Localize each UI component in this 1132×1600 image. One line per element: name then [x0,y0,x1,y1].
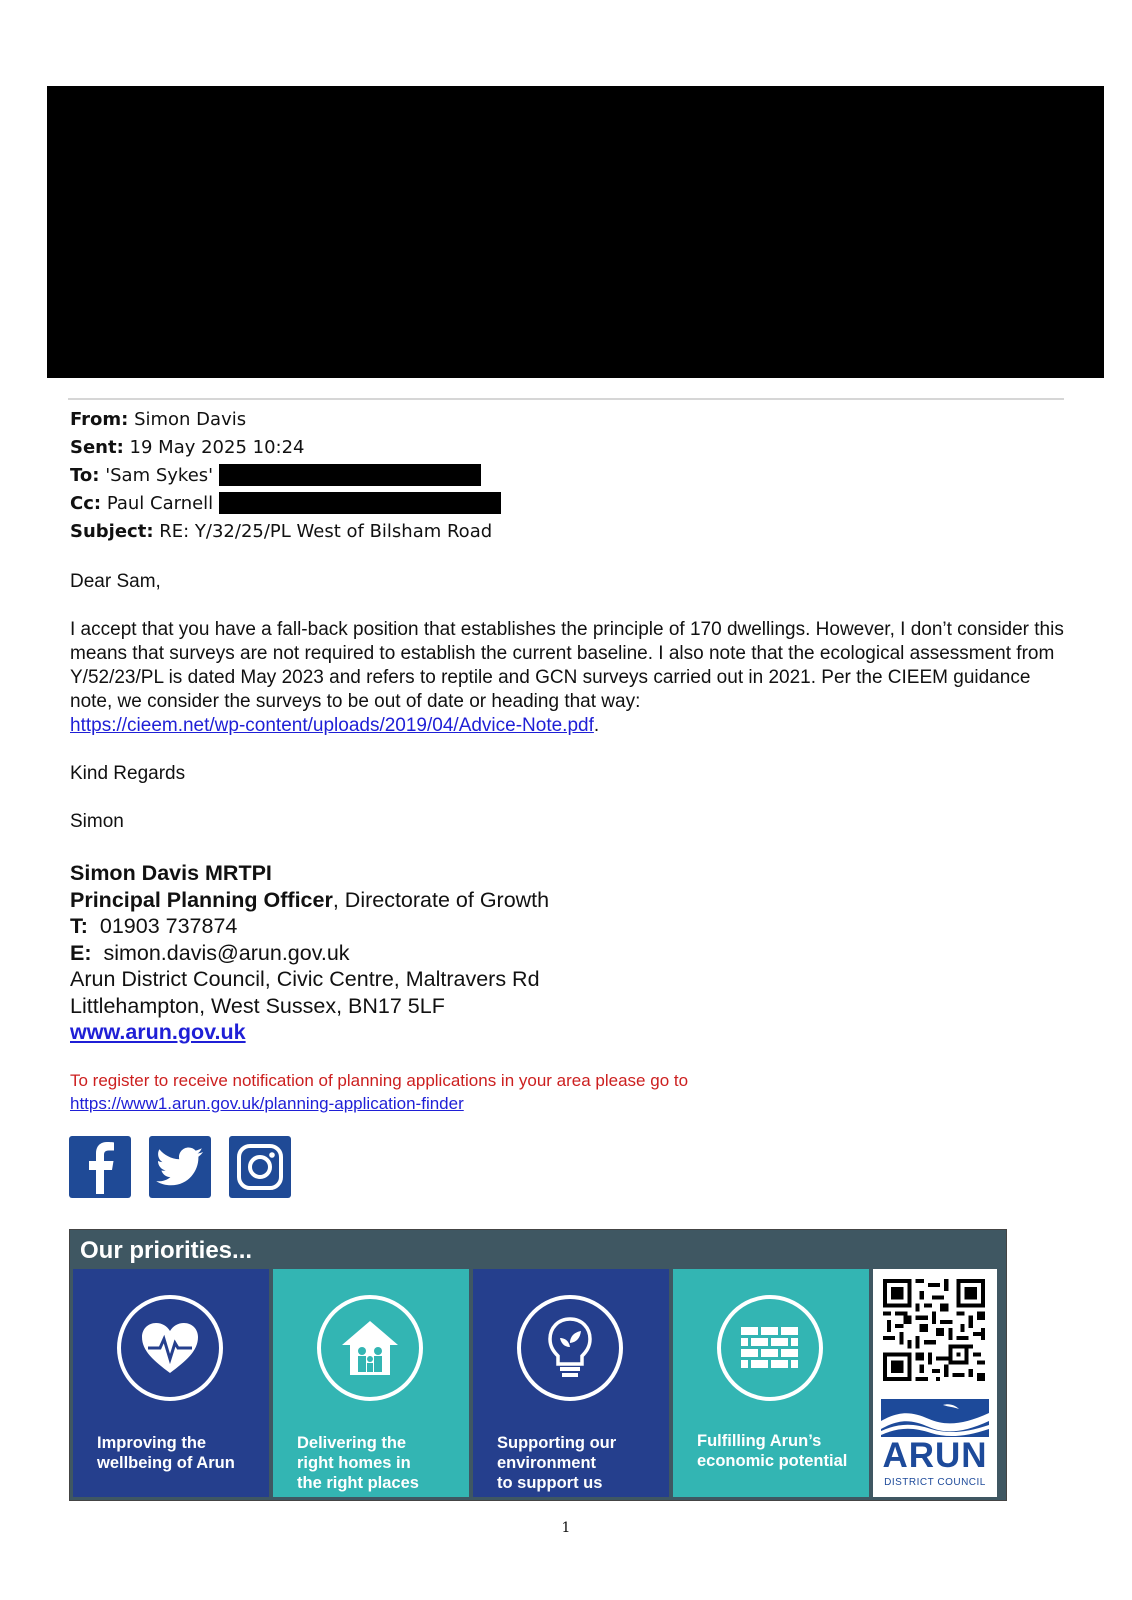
page-number: 1 [561,1520,571,1536]
house-family-icon [317,1295,423,1401]
signature-phone: 01903 737874 [99,914,238,938]
email-header [70,406,501,546]
cc-row: Cc: Paul Carnell [70,490,501,518]
to-value: 'Sam Sykes' [105,465,214,486]
email-body [70,570,1070,834]
subject-value: RE: Y/32/25/PL West of Bilsham Road [159,521,493,542]
signature-name: Simon Davis MRTPI [70,861,272,885]
arun-logo-sub: DISTRICT COUNCIL [884,1477,986,1488]
priorities-banner [69,1229,1007,1501]
sent-value: 19 May 2025 10:24 [129,437,305,458]
planning-notice [70,1069,688,1115]
planning-notice-text: To register to receive notification of planning applications in your area please go to [70,1071,689,1090]
closing: Kind Regards [70,763,186,784]
priority-caption: Supporting our environment to support us [497,1434,617,1492]
banner-title: Our priorities... [80,1237,253,1264]
redacted-to-address [219,464,481,486]
redacted-block [47,86,1104,378]
brick-wall-icon [717,1295,823,1401]
subject-row: Subject: RE: Y/32/25/PL West of Bilsham Road [70,521,493,542]
lightbulb-leaf-icon [517,1295,623,1401]
redacted-cc-address [219,492,501,514]
facebook-icon[interactable] [69,1136,131,1198]
qr-code [883,1279,985,1381]
cieem-advice-link[interactable]: https://cieem.net/wp-content/uploads/2019/04/Advice-Note.pdf [70,715,594,736]
signature-directorate: , Directorate of Growth [332,887,550,912]
arun-branding [873,1269,997,1497]
twitter-icon[interactable] [149,1136,211,1198]
arun-logo-name: ARUN [882,1436,988,1475]
sent-row: Sent: 19 May 2025 10:24 [70,437,305,458]
sign-off-name: Simon [70,811,124,832]
social-links [69,1136,291,1198]
signature-block: Simon Davis MRTPI Principal Planning Officer, Directorate of Growth T: 01903 737874 E: simon.davis@arun.gov.uk Arun District Council, Civic Centre, Maltravers Rd Littlehampton, West Sussex, BN17 5LF www.arun.gov.uk [70,861,550,1044]
planning-finder-link[interactable]: https://www1.arun.gov.uk/planning-application-finder [70,1094,464,1113]
website-link[interactable]: www.arun.gov.uk [70,1020,246,1044]
greeting: Dear Sam, [70,571,161,592]
priority-tile-wellbeing [73,1269,269,1497]
priority-caption: Fulfilling Arun’s economic potential [697,1432,848,1470]
signature-address-2: Littlehampton, West Sussex, BN17 5LF [70,993,445,1018]
signature-address-1: Arun District Council, Civic Centre, Maltravers Rd [70,967,540,991]
body-paragraph: I accept that you have a fall-back position that establishes the principle of 170 dwellings. However, I don’t consider this means that surveys are not required to establish the current baseline. I also note that the ecological assessment from Y/52/23/PL is dated May 2023 and refers to reptile and GCN surveys carried out in 2021. Per the CIEEM guidance note, we consider the surveys to be out of date or heading that way: https://cieem.net/wp-content/uploads/2019/04/Advice-Note.pdf. [70,619,1064,736]
instagram-icon[interactable] [229,1136,291,1198]
priority-tile-economy [673,1269,869,1497]
divider [68,398,1064,400]
priority-tile-homes [273,1269,469,1497]
priority-caption: Improving the wellbeing of Arun [97,1434,235,1472]
priority-tile-environment [473,1269,669,1497]
arun-logo-wave [881,1399,989,1437]
priority-caption: Delivering the right homes in the right places [297,1434,419,1492]
to-row: To: 'Sam Sykes' [70,462,501,490]
signature-role: Principal Planning Officer [70,887,333,912]
from-value: Simon Davis [134,409,247,430]
signature-email: simon.davis@arun.gov.uk [103,940,350,965]
from-row: From: Simon Davis [70,409,247,430]
heart-icon [117,1295,223,1401]
cc-value: Paul Carnell [106,493,214,514]
